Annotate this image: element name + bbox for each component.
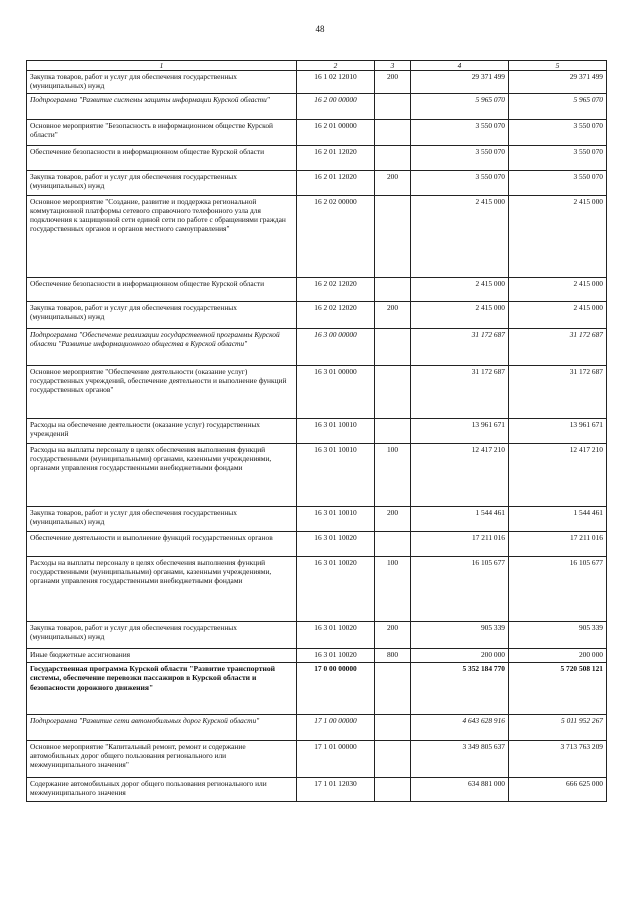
table-row [27,507,607,532]
row-amount-1: 29 371 499 [411,71,509,94]
row-expense-type [375,196,411,278]
table-row [27,741,607,778]
table-row [27,419,607,444]
table-row [27,532,607,557]
table-row [27,302,607,329]
row-amount-2: 3 550 070 [509,146,607,171]
row-name: Закупка товаров, работ и услуг для обеспечения государственных (муниципальных) нужд [27,302,297,329]
column-header-type: 3 [375,61,411,71]
row-expense-type [375,366,411,419]
row-amount-2: 31 172 687 [509,329,607,366]
row-amount-1: 16 105 677 [411,557,509,622]
row-code: 17 1 01 12030 [297,778,375,802]
row-name: Закупка товаров, работ и услуг для обеспечения государственных (муниципальных) нужд [27,622,297,649]
row-amount-1: 4 643 628 916 [411,715,509,741]
row-code: 17 1 00 00000 [297,715,375,741]
row-expense-type: 800 [375,649,411,663]
row-amount-1: 2 415 000 [411,278,509,302]
row-code: 16 3 01 10020 [297,557,375,622]
row-name: Расходы на обеспечение деятельности (оказание услуг) государственных учреждений [27,419,297,444]
row-amount-1: 2 415 000 [411,302,509,329]
row-expense-type: 200 [375,302,411,329]
row-name: Обеспечение безопасности в информационном обществе Курской области [27,146,297,171]
row-amount-1: 3 349 805 637 [411,741,509,778]
table-row [27,663,607,715]
row-code: 16 3 01 10010 [297,507,375,532]
table-header-row [27,61,607,71]
row-code: 16 3 01 10010 [297,419,375,444]
column-header-amount-1: 4 [411,61,509,71]
row-name: Содержание автомобильных дорог общего пользования регионального или межмуниципального значения [27,778,297,802]
table-row [27,444,607,507]
row-amount-2: 3 550 070 [509,120,607,146]
row-expense-type [375,741,411,778]
row-name: Подпрограмма "Развитие системы защиты информации Курской области" [27,94,297,120]
row-amount-1: 3 550 070 [411,146,509,171]
row-name: Подпрограмма "Развитие сети автомобильных дорог Курской области" [27,715,297,741]
row-amount-2: 3 713 763 209 [509,741,607,778]
row-code: 16 2 00 00000 [297,94,375,120]
row-code: 16 2 01 00000 [297,120,375,146]
table-row [27,622,607,649]
row-amount-2: 2 415 000 [509,196,607,278]
row-amount-2: 2 415 000 [509,278,607,302]
row-amount-1: 3 550 070 [411,120,509,146]
row-amount-1: 634 881 000 [411,778,509,802]
row-expense-type: 200 [375,171,411,196]
row-name: Основное мероприятие "Капитальный ремонт, ремонт и содержание автомобильных дорог общего пользования регионального или межмуниципального значения" [27,741,297,778]
row-code: 16 2 01 12020 [297,171,375,196]
row-amount-2: 905 339 [509,622,607,649]
row-expense-type [375,94,411,120]
row-code: 16 3 01 10020 [297,532,375,557]
row-amount-1: 5 352 184 770 [411,663,509,715]
row-name: Иные бюджетные ассигнования [27,649,297,663]
row-expense-type: 200 [375,507,411,532]
row-name: Государственная программа Курской области "Развитие транспортной системы, обеспечение перевозки пассажиров в Курской области и безопасности дорожного движения" [27,663,297,715]
table-row [27,366,607,419]
row-code: 16 2 02 12020 [297,278,375,302]
row-amount-2: 29 371 499 [509,71,607,94]
row-amount-1: 2 415 000 [411,196,509,278]
row-expense-type: 200 [375,71,411,94]
row-expense-type [375,419,411,444]
row-code: 16 2 02 12020 [297,302,375,329]
row-amount-1: 13 961 671 [411,419,509,444]
row-amount-2: 5 965 070 [509,94,607,120]
table-row [27,196,607,278]
row-code: 16 3 00 00000 [297,329,375,366]
row-amount-2: 5 720 508 121 [509,663,607,715]
row-name: Обеспечение безопасности в информационном обществе Курской области [27,278,297,302]
row-code: 16 2 01 12020 [297,146,375,171]
row-amount-2: 2 415 000 [509,302,607,329]
row-amount-2: 31 172 687 [509,366,607,419]
row-code: 16 3 01 10020 [297,649,375,663]
row-code: 17 0 00 00000 [297,663,375,715]
row-expense-type [375,278,411,302]
row-expense-type [375,663,411,715]
row-amount-1: 17 211 016 [411,532,509,557]
row-expense-type [375,778,411,802]
table-row [27,778,607,802]
row-expense-type [375,532,411,557]
row-name: Закупка товаров, работ и услуг для обеспечения государственных (муниципальных) нужд [27,71,297,94]
row-name: Расходы на выплаты персоналу в целях обеспечения выполнения функций государственными (муниципальными) органами, казенными учреждениями, органами управления государственными внебюджетными фондами [27,557,297,622]
table-row [27,146,607,171]
row-amount-1: 31 172 687 [411,329,509,366]
row-amount-1: 31 172 687 [411,366,509,419]
row-expense-type [375,120,411,146]
row-expense-type: 100 [375,444,411,507]
table-row [27,715,607,741]
page-number: 48 [315,24,325,34]
table-row [27,71,607,94]
budget-table [26,60,607,802]
row-code: 17 1 01 00000 [297,741,375,778]
column-header-amount-2: 5 [509,61,607,71]
table-row [27,329,607,366]
row-amount-1: 1 544 461 [411,507,509,532]
row-code: 16 1 02 12010 [297,71,375,94]
row-amount-1: 5 965 070 [411,94,509,120]
row-amount-2: 13 961 671 [509,419,607,444]
row-name: Подпрограмма "Обеспечение реализации государственной программы Курской области "Развитие информационного общества в Курской области" [27,329,297,366]
row-expense-type [375,329,411,366]
row-amount-2: 5 011 952 267 [509,715,607,741]
row-expense-type: 200 [375,622,411,649]
table-row [27,557,607,622]
row-amount-1: 3 550 070 [411,171,509,196]
row-code: 16 3 01 00000 [297,366,375,419]
table-row [27,171,607,196]
row-expense-type [375,146,411,171]
row-amount-2: 1 544 461 [509,507,607,532]
row-name: Закупка товаров, работ и услуг для обеспечения государственных (муниципальных) нужд [27,171,297,196]
row-name: Основное мероприятие "Безопасность в информационном обществе Курской области" [27,120,297,146]
table-body [27,71,607,802]
table-row [27,120,607,146]
row-name: Основное мероприятие "Обеспечение деятельности (оказание услуг) государственных учреждений, обеспечение деятельности и выполнение функций государственных органов" [27,366,297,419]
row-amount-2: 17 211 016 [509,532,607,557]
row-amount-1: 200 000 [411,649,509,663]
row-expense-type: 100 [375,557,411,622]
row-expense-type [375,715,411,741]
row-amount-2: 3 550 070 [509,171,607,196]
column-header-name: 1 [27,61,297,71]
row-amount-2: 666 625 000 [509,778,607,802]
table-row [27,94,607,120]
row-name: Расходы на выплаты персоналу в целях обеспечения выполнения функций государственными (муниципальными) органами, казенными учреждениями, органами управления государственными внебюджетными фондами [27,444,297,507]
table-row [27,649,607,663]
row-amount-2: 12 417 210 [509,444,607,507]
row-name: Основное мероприятие "Создание, развитие и поддержка региональной коммутационной платформы сетевого справочного телефонного узла для подключения к защищенной сети единой сети по работе с обращениями граждан государственных органов и органов местного самоуправления" [27,196,297,278]
row-name: Закупка товаров, работ и услуг для обеспечения государственных (муниципальных) нужд [27,507,297,532]
table-row [27,278,607,302]
row-code: 16 2 02 00000 [297,196,375,278]
row-amount-2: 200 000 [509,649,607,663]
row-amount-1: 12 417 210 [411,444,509,507]
column-header-code: 2 [297,61,375,71]
row-amount-1: 905 339 [411,622,509,649]
row-name: Обеспечение деятельности и выполнение функций государственных органов [27,532,297,557]
row-code: 16 3 01 10010 [297,444,375,507]
row-amount-2: 16 105 677 [509,557,607,622]
row-code: 16 3 01 10020 [297,622,375,649]
